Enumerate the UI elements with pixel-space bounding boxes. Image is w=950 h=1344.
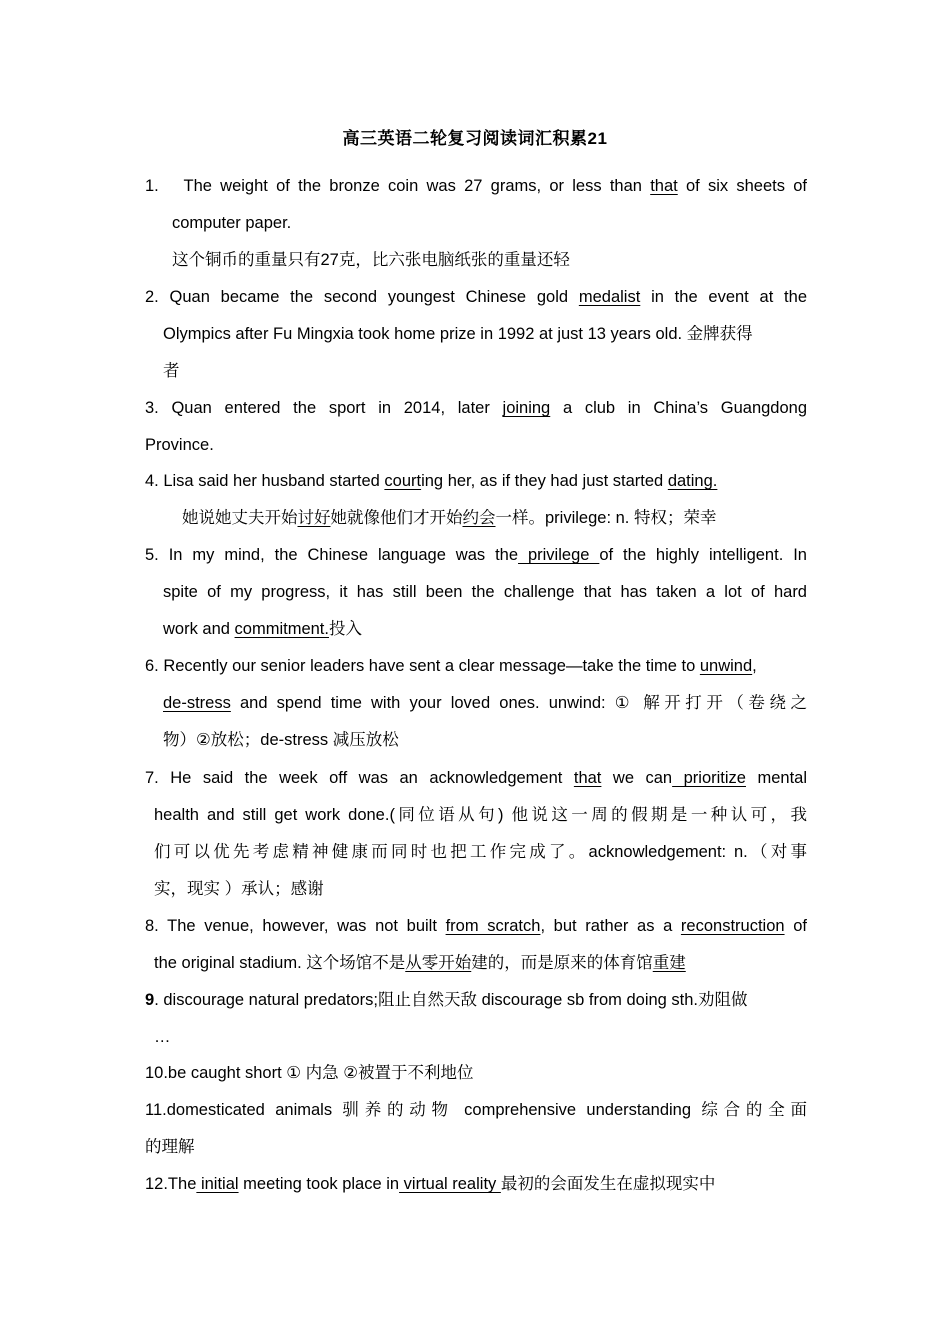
item-6-text-2: and spend time with your loved ones. unwind: ① 解开打开（卷绕之 xyxy=(230,694,807,712)
item-4-cn-keyword-1: 讨好 xyxy=(297,509,331,527)
item-1-line-1 xyxy=(145,168,807,205)
item-5-line-3 xyxy=(145,611,807,648)
item-6-keyword-1: unwind xyxy=(699,657,753,675)
item-4-keyword-2: dating. xyxy=(667,472,718,490)
item-12-keyword-2: virtual reality xyxy=(399,1175,501,1193)
item-8-text: 8. The venue, however, was not built xyxy=(145,917,446,935)
item-10-line-1: 10.be caught short ① 内急 ②被置于不利地位 xyxy=(145,1064,474,1082)
item-4-keyword-1: court xyxy=(384,472,422,490)
item-6-comma: , xyxy=(752,657,757,675)
item-2-text: 2. Quan became the second youngest Chinese gold xyxy=(145,288,579,306)
item-8-cn-keyword-1: 从零开始 xyxy=(405,954,472,972)
item-1-translation: 这个铜币的重量只有27克，比六张电脑纸张的重量还轻 xyxy=(172,251,570,269)
item-5-keyword-1: privilege xyxy=(518,546,600,564)
item-5-text-cont: of the highly intelligent. In xyxy=(599,546,807,564)
item-11-line-2: 的理解 xyxy=(145,1138,195,1156)
vocab-item-6 xyxy=(145,648,807,759)
item-7-keyword-1: that xyxy=(573,769,602,787)
item-1-line-2: computer paper. xyxy=(172,214,292,232)
document-title: 高三英语二轮复习阅读词汇积累21 xyxy=(342,129,608,148)
item-7-text-2: we can xyxy=(601,769,673,787)
item-5-text-3: work and xyxy=(163,620,235,638)
item-8-text-2: , but rather as a xyxy=(540,917,681,935)
item-8-cn: 建的，而是原来的体育馆 xyxy=(471,954,653,972)
item-3-text: 3. Quan entered the sport in 2014, later xyxy=(145,399,503,417)
vocab-item-4 xyxy=(145,463,807,537)
item-12-line-1 xyxy=(145,1166,807,1203)
vocab-item-5 xyxy=(145,537,807,648)
vocab-item-1 xyxy=(145,168,807,279)
item-1-number: 1. xyxy=(145,177,159,195)
item-2-keyword: medalist xyxy=(578,288,641,306)
vocab-item-7 xyxy=(145,760,807,908)
item-2-text-cont: in the event at the xyxy=(640,288,807,306)
item-8-text-3: of xyxy=(784,917,807,935)
item-7-line-2: health and still get work done.(同位语从句) 他说这一周的假期是一种认可，我 xyxy=(154,806,807,824)
item-3-text-cont: a club in China’s Guangdong xyxy=(550,399,808,417)
item-12-cn: 最初的会面发生在虚拟现实中 xyxy=(500,1175,716,1193)
item-7-keyword-2: prioritize xyxy=(672,769,746,787)
item-6-line-3: 物）②放松；de-stress 减压放松 xyxy=(163,731,399,749)
item-6-text: 6. Recently our senior leaders have sent a clear message—take the time to xyxy=(145,657,700,675)
item-6-keyword-2: de-stress xyxy=(163,694,231,712)
item-5-text: 5. In my mind, the Chinese language was the xyxy=(145,546,519,564)
vocab-item-11 xyxy=(145,1092,807,1166)
vocab-item-2 xyxy=(145,279,807,390)
item-12-keyword-1: initial xyxy=(196,1175,239,1193)
item-4-text: 4. Lisa said her husband started xyxy=(145,472,385,490)
item-3-keyword: joining xyxy=(502,399,551,417)
item-7-text-3: mental xyxy=(745,769,808,787)
item-4-cn-keyword-2: 约会 xyxy=(462,509,496,527)
vocab-item-9 xyxy=(145,982,807,1056)
vocab-item-3 xyxy=(145,390,807,464)
vocab-item-8 xyxy=(145,908,807,982)
item-6-line-2 xyxy=(145,685,807,722)
vocab-item-12 xyxy=(145,1166,807,1203)
item-9-line-1 xyxy=(145,982,807,1019)
item-2-line-2: Olympics after Fu Mingxia took home prize in 1992 at just 13 years old. 金牌获得 xyxy=(163,325,753,343)
item-4-translation xyxy=(145,500,807,537)
item-8-line-1 xyxy=(145,908,807,945)
item-12-text: 12.The xyxy=(145,1175,197,1193)
item-1-text-cont: of six sheets of xyxy=(677,177,808,195)
item-8-text-4: the original stadium. 这个场馆不是 xyxy=(154,954,406,972)
item-4-text-cont: ing her, as if they had just started xyxy=(421,472,668,490)
item-7-line-1 xyxy=(145,760,807,797)
item-2-line-1 xyxy=(145,279,807,316)
item-8-keyword-1: from scratch xyxy=(445,917,541,935)
item-4-cn-2: 她就像他们才开始 xyxy=(330,509,463,527)
item-8-keyword-2: reconstruction xyxy=(680,917,785,935)
item-5-cn: 投入 xyxy=(328,620,362,638)
item-5-keyword-2: commitment. xyxy=(234,620,329,638)
item-9-text: . discourage natural predators;阻止自然天敌 discourage sb from doing sth.劝阻做 xyxy=(154,991,748,1009)
item-3-line-2: Province. xyxy=(145,436,214,454)
vocab-item-10 xyxy=(145,1055,807,1092)
item-2-line-3: 者 xyxy=(163,362,180,380)
item-7-line-3: 们可以优先考虑精神健康而同时也把工作完成了。acknowledgement: n.（对事 xyxy=(154,843,807,861)
item-6-line-1 xyxy=(145,648,807,685)
item-1-text: The weight of the bronze coin was 27 grams, or less than xyxy=(183,177,651,195)
item-12-text-2: meeting took place in xyxy=(238,1175,400,1193)
item-9-line-2: … xyxy=(154,1028,171,1046)
item-5-line-2: spite of my progress, it has still been the challenge that has taken a lot of hard xyxy=(163,583,807,601)
item-9-number: 9 xyxy=(145,991,155,1009)
item-1-keyword: that xyxy=(650,177,678,195)
item-8-line-2 xyxy=(145,945,807,982)
item-11-line-1: 11.domesticated animals 驯养的动物 comprehensive understanding 综合的全面 xyxy=(145,1101,807,1119)
item-8-cn-keyword-2: 重建 xyxy=(652,954,686,972)
item-7-text: 7. He said the week off was an acknowledgement xyxy=(145,769,574,787)
item-4-cn-3: 一样。privilege: n. 特权；荣幸 xyxy=(495,509,717,527)
item-4-cn-1: 她说她丈夫开始 xyxy=(182,509,298,527)
item-4-line-1 xyxy=(145,463,807,500)
item-7-line-4: 实，现实 ）承认；感谢 xyxy=(154,880,324,898)
item-5-line-1 xyxy=(145,537,807,574)
item-3-line-1 xyxy=(145,390,807,427)
